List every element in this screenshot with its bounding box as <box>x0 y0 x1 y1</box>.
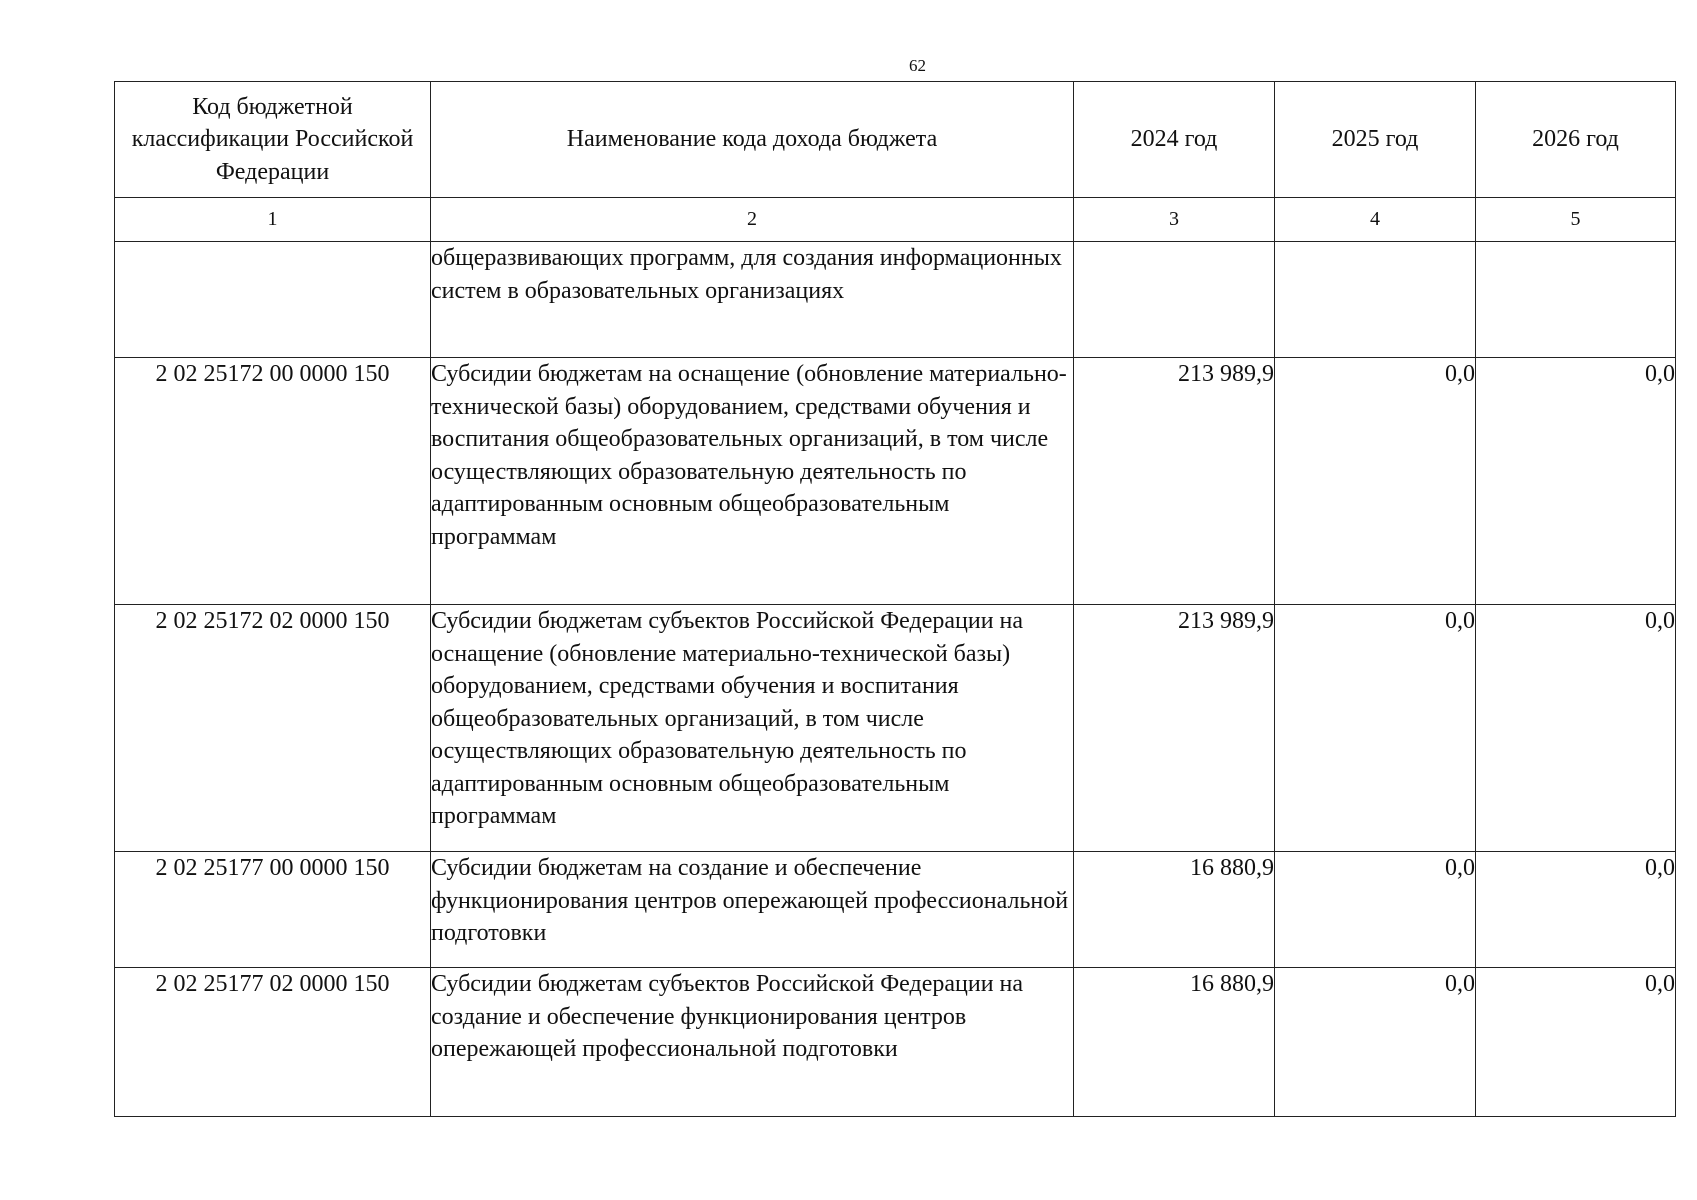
value-2025-cell: 0,0 <box>1275 968 1476 1117</box>
table-row <box>115 242 1676 358</box>
column-index: 4 <box>1275 198 1476 242</box>
income-name-cell: Субсидии бюджетам субъектов Российской Федерации на оснащение (обновление материально-технической базы) оборудованием, средствами обучения и воспитания общеобразовательных организаций, в том числе осуществляющих образовательную деятельность по адаптированным основным общеобразовательным программам <box>431 605 1074 852</box>
income-name-cell: Субсидии бюджетам на создание и обеспечение функционирования центров опережающей профессиональной подготовки <box>431 852 1074 968</box>
value-2025-cell: 0,0 <box>1275 358 1476 605</box>
budget-code-cell: 2 02 25177 02 0000 150 <box>115 968 431 1117</box>
budget-code-cell: 2 02 25172 02 0000 150 <box>115 605 431 852</box>
income-name-cell: общеразвивающих программ, для создания информационных систем в образовательных организациях <box>431 242 1074 358</box>
table-row <box>115 605 1676 852</box>
value-2024-cell: 213 989,9 <box>1074 605 1275 852</box>
income-name-cell: Субсидии бюджетам субъектов Российской Федерации на создание и обеспечение функционирования центров опережающей профессиональной подготовки <box>431 968 1074 1117</box>
header-name: Наименование кода дохода бюджета <box>431 82 1074 198</box>
column-index: 1 <box>115 198 431 242</box>
table-row <box>115 358 1676 605</box>
header-code: Код бюджетной классификации Российской Федерации <box>115 82 431 198</box>
budget-code-cell: 2 02 25172 00 0000 150 <box>115 358 431 605</box>
table-header-row <box>115 82 1676 198</box>
column-index: 3 <box>1074 198 1275 242</box>
page-number: 62 <box>909 56 926 75</box>
value-2024-cell: 213 989,9 <box>1074 358 1275 605</box>
value-2024-cell: 16 880,9 <box>1074 968 1275 1117</box>
value-2024-cell <box>1074 242 1275 358</box>
value-2026-cell: 0,0 <box>1476 968 1676 1117</box>
income-name-cell: Субсидии бюджетам на оснащение (обновление материально-технической базы) оборудованием, средствами обучения и воспитания общеобразовательных организаций, в том числе осуществляющих образовательную деятельность по адаптированным основным общеобразовательным программам <box>431 358 1074 605</box>
value-2025-cell <box>1275 242 1476 358</box>
value-2026-cell: 0,0 <box>1476 358 1676 605</box>
header-2024: 2024 год <box>1074 82 1275 198</box>
table-row <box>115 968 1676 1117</box>
budget-income-table <box>114 81 1676 1117</box>
value-2025-cell: 0,0 <box>1275 605 1476 852</box>
value-2025-cell: 0,0 <box>1275 852 1476 968</box>
column-index-row <box>115 198 1676 242</box>
value-2026-cell <box>1476 242 1676 358</box>
value-2024-cell: 16 880,9 <box>1074 852 1275 968</box>
column-index: 5 <box>1476 198 1676 242</box>
column-index: 2 <box>431 198 1074 242</box>
budget-code-cell <box>115 242 431 358</box>
value-2026-cell: 0,0 <box>1476 852 1676 968</box>
header-2026: 2026 год <box>1476 82 1676 198</box>
value-2026-cell: 0,0 <box>1476 605 1676 852</box>
header-2025: 2025 год <box>1275 82 1476 198</box>
table-row <box>115 852 1676 968</box>
budget-code-cell: 2 02 25177 00 0000 150 <box>115 852 431 968</box>
